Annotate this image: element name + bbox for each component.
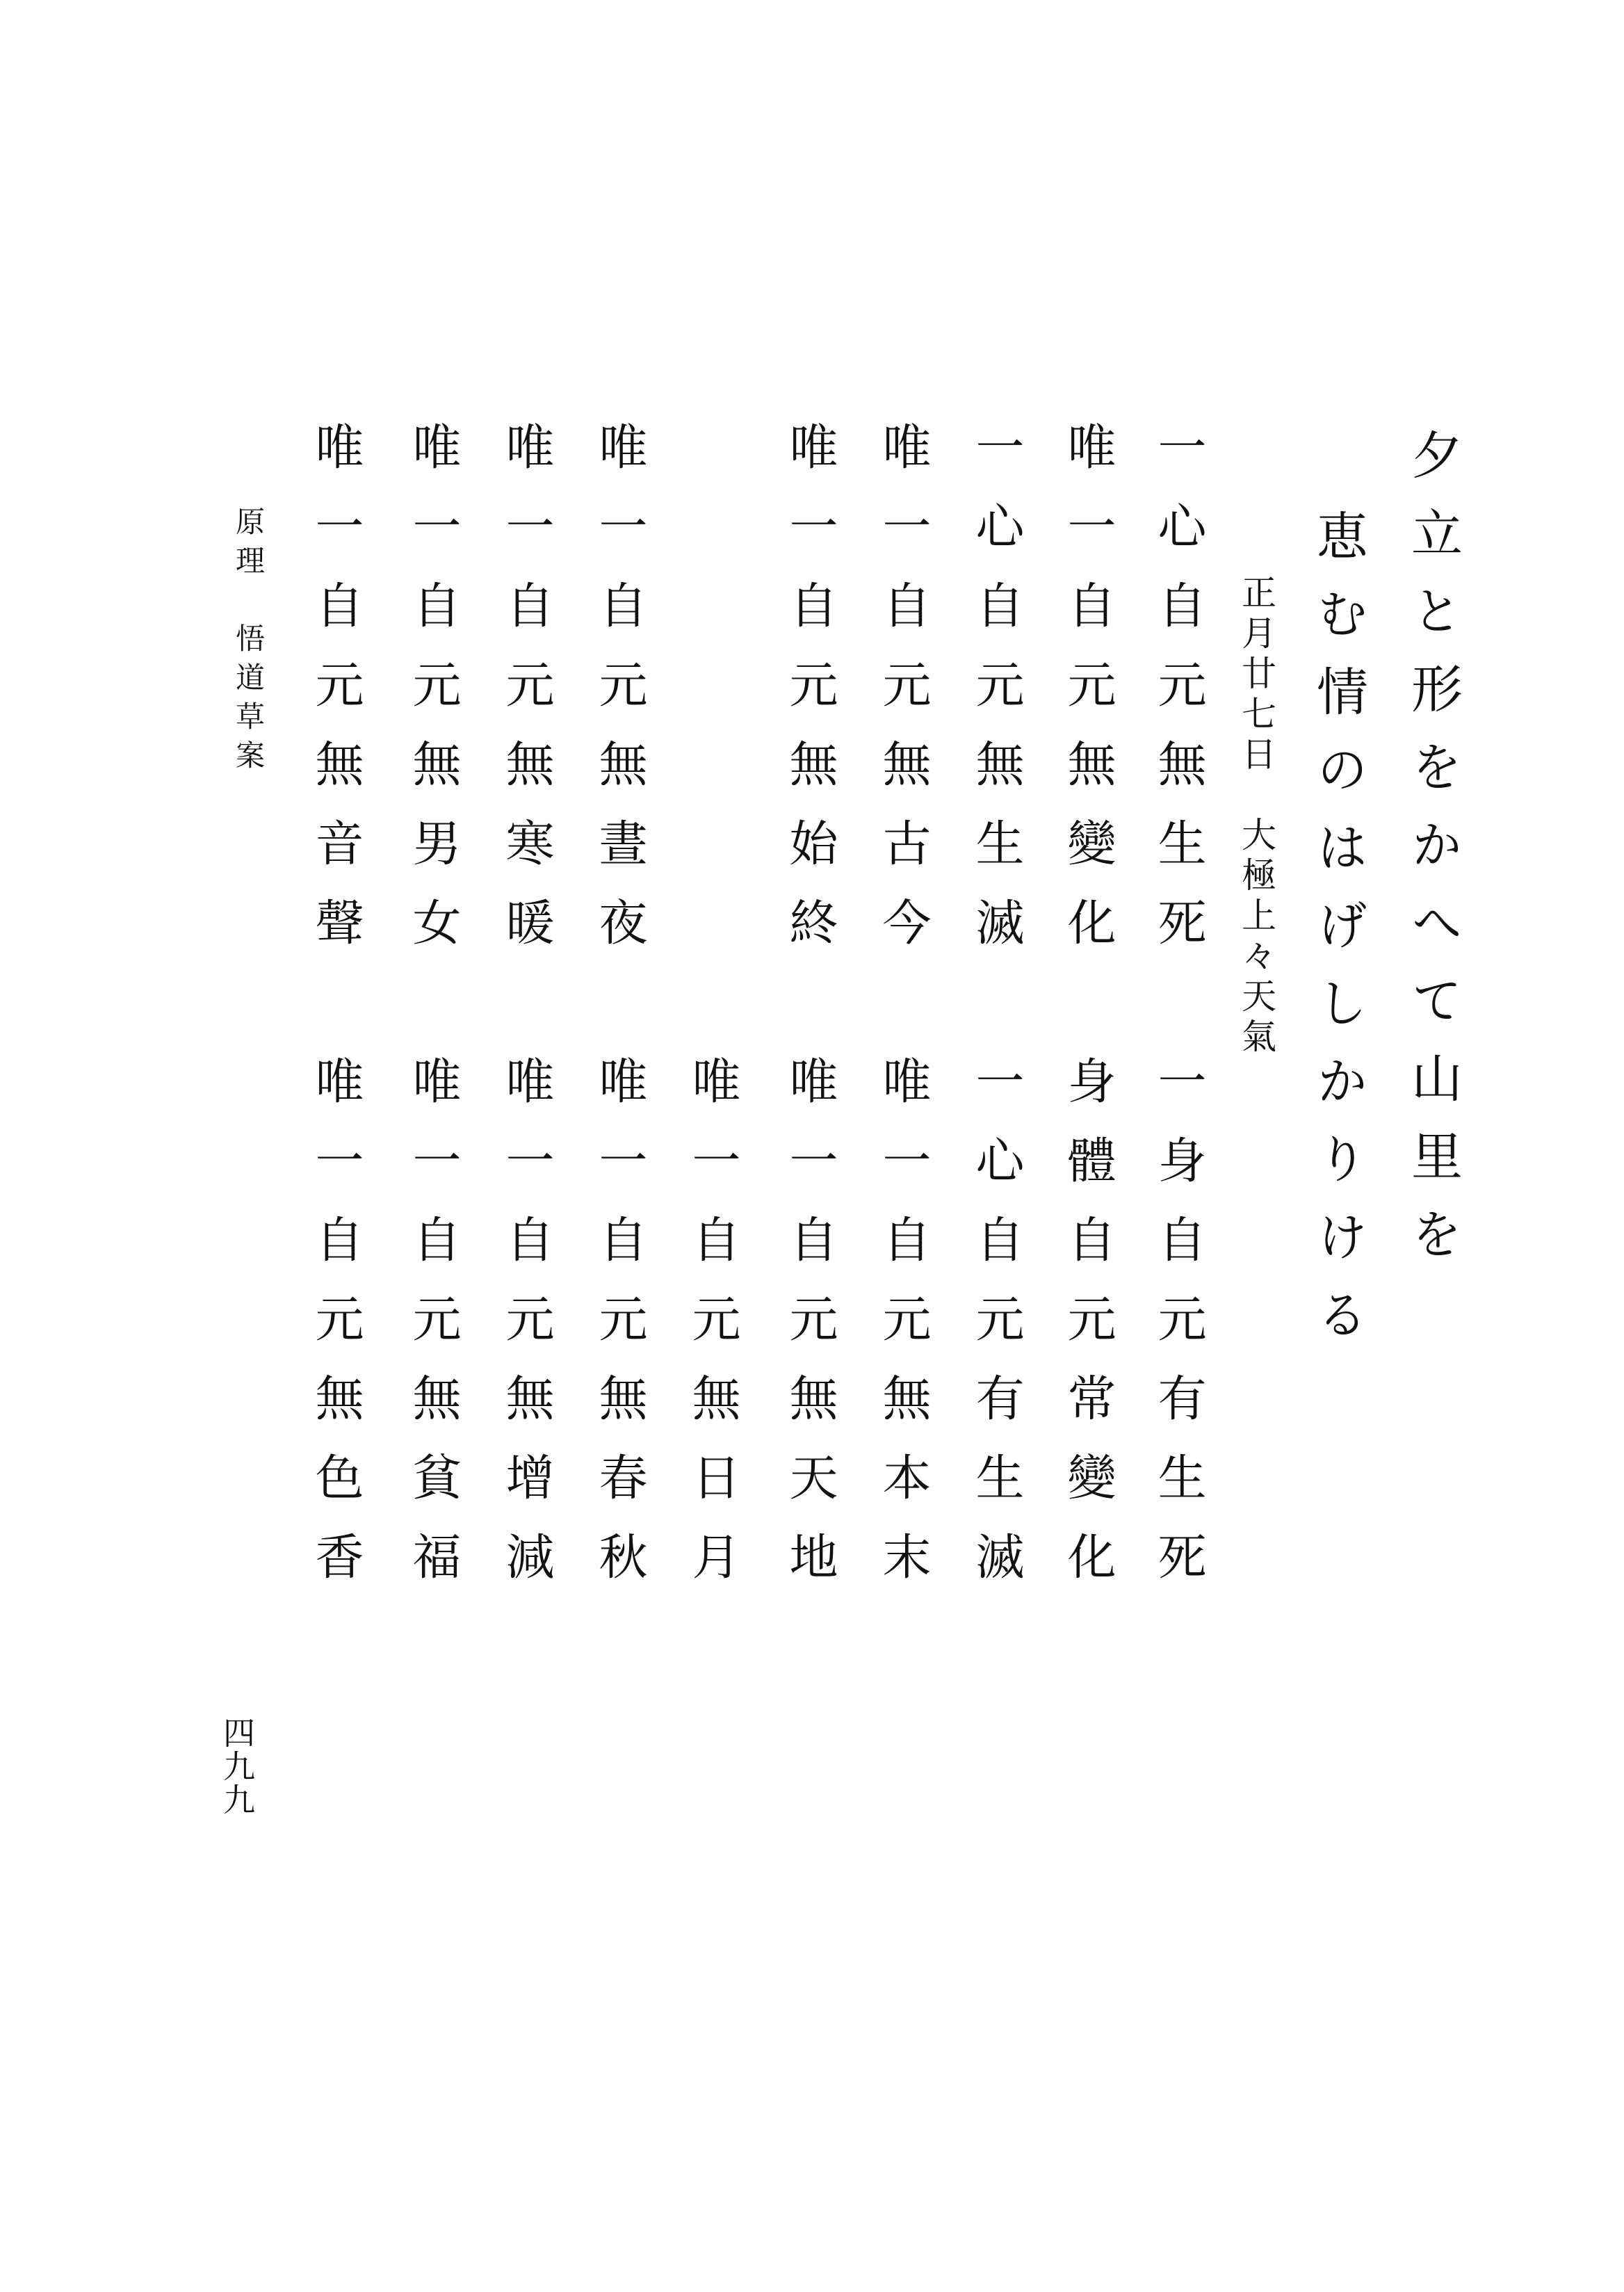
verse-lower-9: 唯一自元無貧福: [405, 1056, 462, 1611]
page-number: 四九九: [218, 1716, 256, 1816]
verse-upper-5: 唯一自元無始終: [781, 421, 838, 976]
verse-upper-6: 唯一自元無晝夜: [591, 421, 648, 976]
verse-upper-1: 一心自元無生死: [1150, 421, 1207, 976]
verse-lower-3: 一心自元有生滅: [968, 1056, 1025, 1611]
poem-line-1: 夕立と形をかへて山里を: [1403, 428, 1463, 1285]
verse-lower-4: 唯一自元無本末: [875, 1056, 932, 1611]
verse-upper-3: 一心自元無生滅: [968, 421, 1025, 976]
verse-upper-4: 唯一自元無古今: [875, 421, 932, 976]
verse-upper-7: 唯一自元無寒暖: [498, 421, 555, 976]
date-note: 正月廿七日 大極上々天氣: [1236, 574, 1276, 1058]
verse-lower-7: 唯一自元無春秋: [591, 1056, 648, 1611]
verse-lower-6: 唯一自元無日月: [684, 1056, 741, 1611]
poem-line-2: 恵む情のはげしかりける: [1308, 509, 1368, 1366]
verse-lower-5: 唯一自元無天地: [781, 1056, 838, 1611]
section-title: 原理 悟道草案: [232, 506, 266, 779]
verse-lower-1: 一身自元有生死: [1150, 1056, 1207, 1611]
verse-lower-2: 身體自元常變化: [1059, 1056, 1116, 1611]
verse-upper-2: 唯一自元無變化: [1059, 421, 1116, 976]
verse-upper-9: 唯一自元無音聲: [307, 421, 364, 976]
verse-lower-10: 唯一自元無色香: [307, 1056, 364, 1611]
verse-upper-8: 唯一自元無男女: [405, 421, 462, 976]
verse-lower-8: 唯一自元無增減: [498, 1056, 555, 1611]
